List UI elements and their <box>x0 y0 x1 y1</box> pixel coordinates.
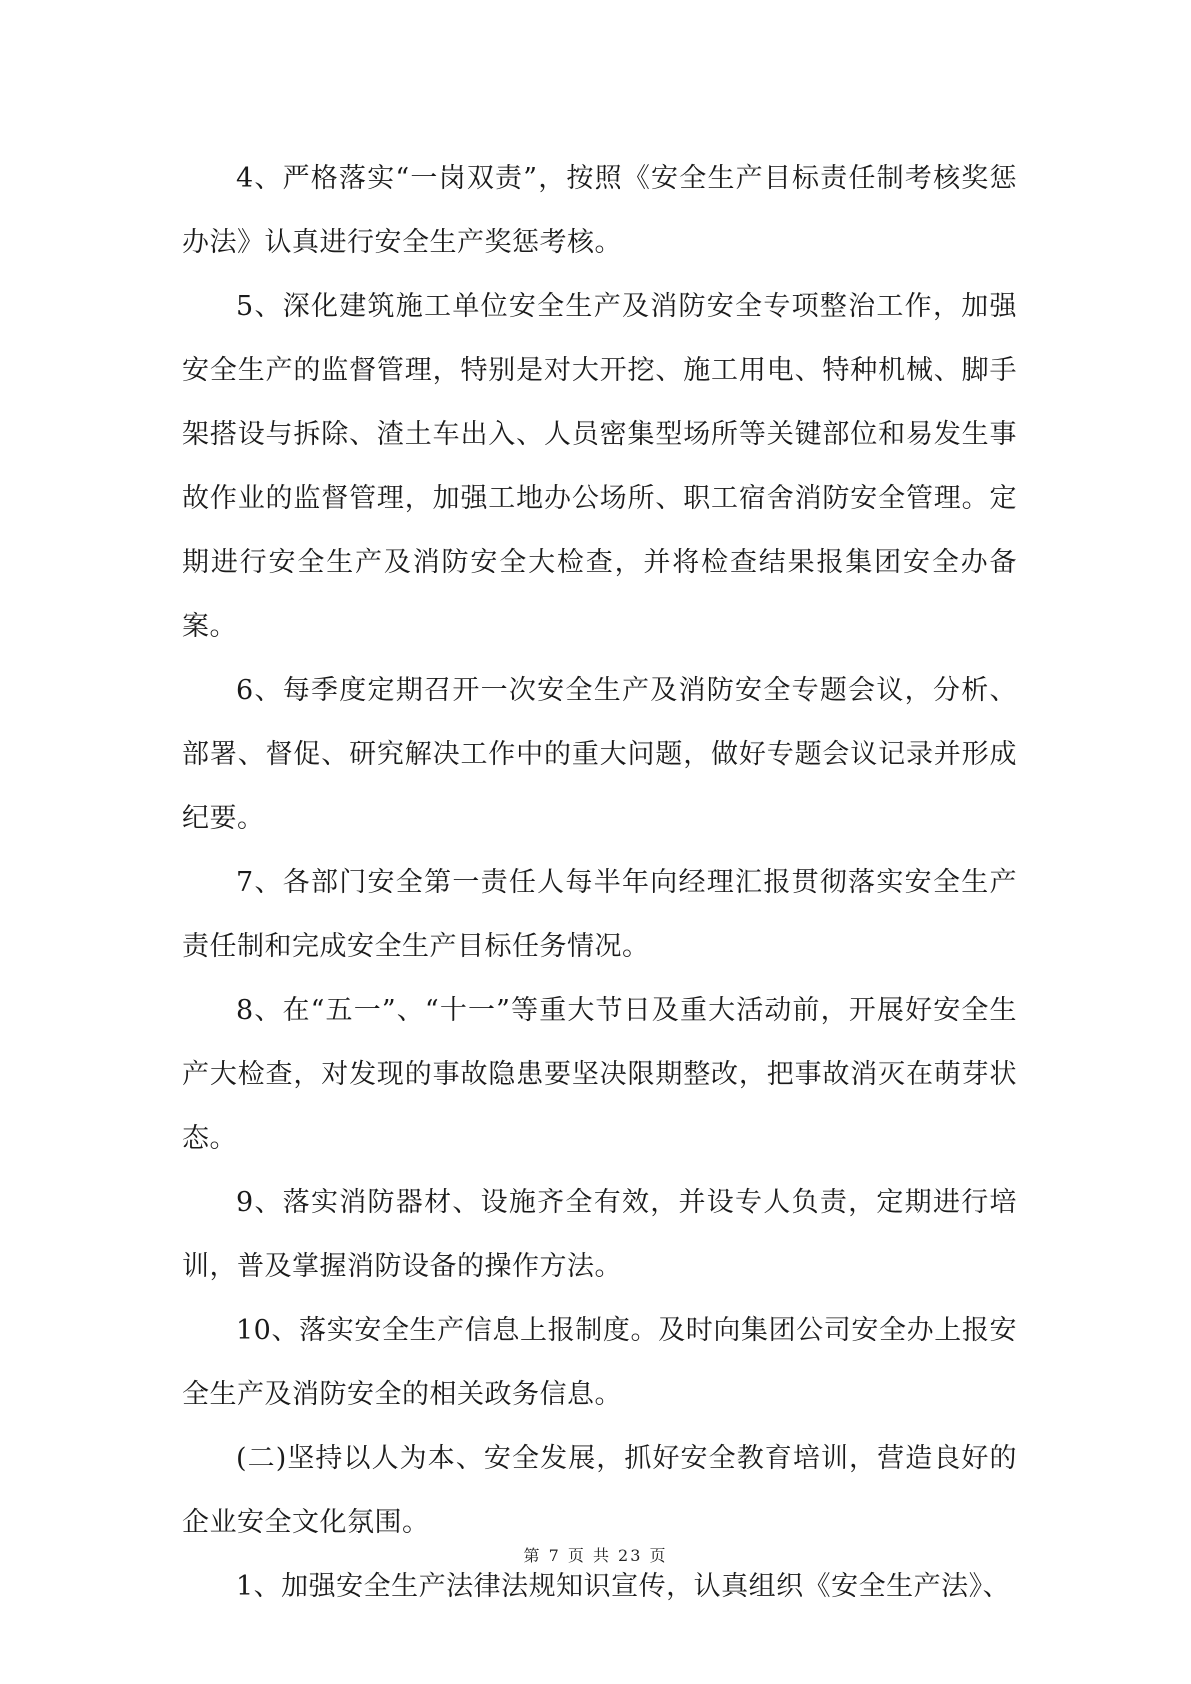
paragraph-item-4: 4、严格落实“一岗双责”，按照《安全生产目标责任制考核奖惩办法》认真进行安全生产奖惩考核。 <box>182 163 1017 258</box>
paragraph-item-10: 10、落实安全生产信息上报制度。及时向集团公司安全办上报安全生产及消防安全的相关政务信息。 <box>182 1315 1017 1410</box>
paragraph-item-5: 5、深化建筑施工单位安全生产及消防安全专项整治工作，加强安全生产的监督管理，特别是对大开挖、施工用电、特种机械、脚手架搭设与拆除、渣土车出入、人员密集型场所等关键部位和易发生事故作业的监督管理，加强工地办公场所、职工宿舍消防安全管理。定期进行安全生产及消防安全大检查，并将检查结果报集团安全办备案。 <box>182 291 1017 642</box>
page-number-footer: 第 7 页 共 23 页 <box>523 1546 668 1565</box>
paragraph-item-7: 7、各部门安全第一责任人每半年向经理汇报贯彻落实安全生产责任制和完成安全生产目标任务情况。 <box>182 867 1017 962</box>
document-body <box>182 147 1017 1619</box>
paragraph-item-6: 6、每季度定期召开一次安全生产及消防安全专题会议，分析、部署、督促、研究解决工作中的重大问题，做好专题会议记录并形成纪要。 <box>182 675 1017 834</box>
paragraph-item-8: 8、在“五一”、“十一”等重大节日及重大活动前，开展好安全生产大检查，对发现的事故隐患要坚决限期整改，把事故消灭在萌芽状态。 <box>182 995 1017 1154</box>
paragraph-item-9: 9、落实消防器材、设施齐全有效，并设专人负责，定期进行培训，普及掌握消防设备的操作方法。 <box>182 1187 1017 1282</box>
section-heading-2: (二)坚持以人为本、安全发展，抓好安全教育培训，营造良好的企业安全文化氛围。 <box>182 1443 1017 1538</box>
paragraph-subitem-1: 1、加强安全生产法律法规知识宣传，认真组织《安全生产法》、 <box>236 1571 1011 1602</box>
